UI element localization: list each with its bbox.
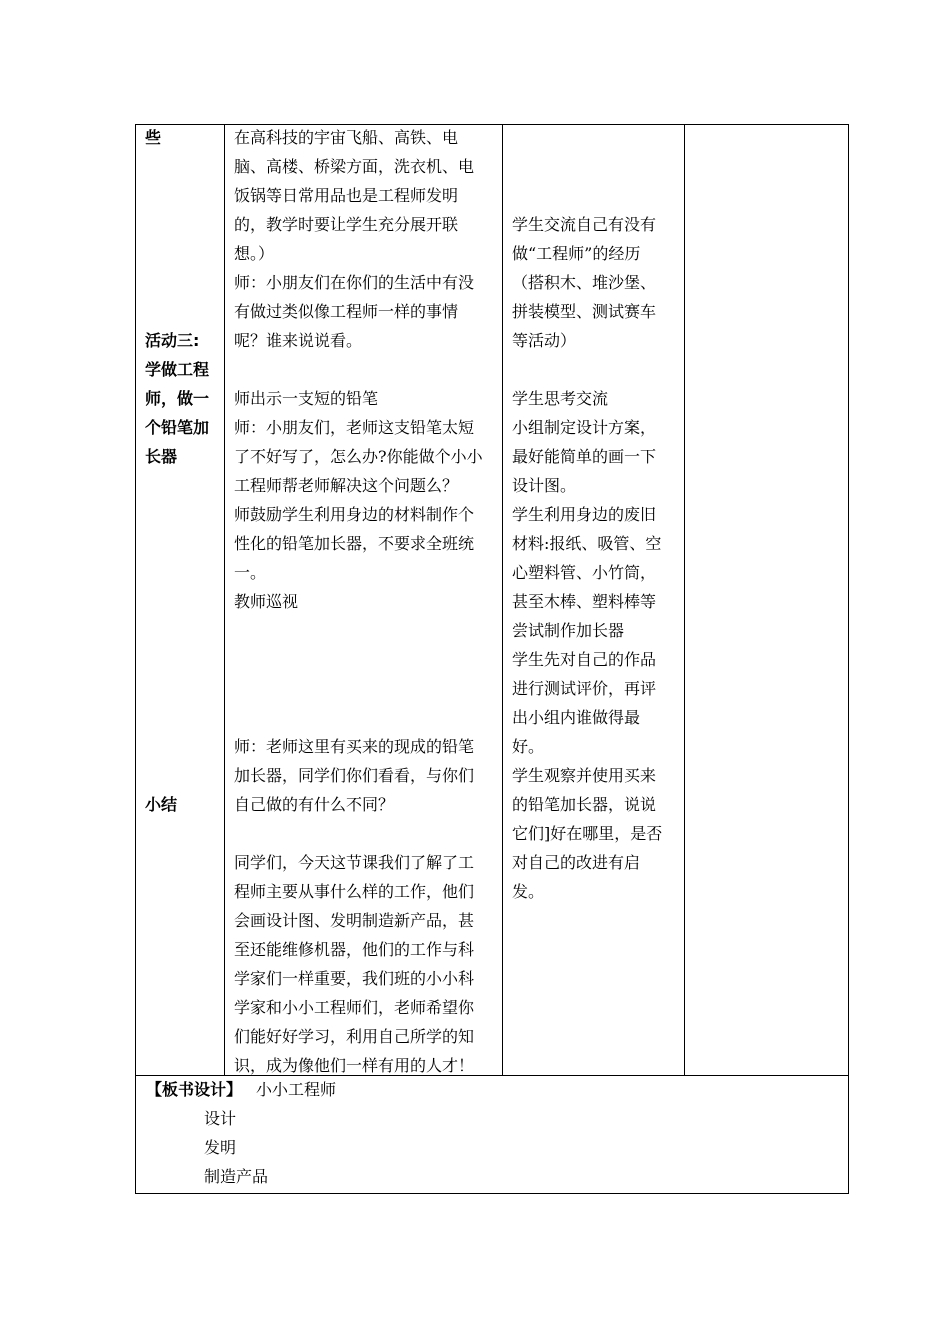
- teacher-text-line: 师：小朋友们在你们的生活中有没: [234, 273, 475, 292]
- teacher-text-line: 的，教学时要让学生充分展开联: [234, 215, 459, 234]
- board-design-label: 【板书设计】: [146, 1080, 243, 1099]
- teacher-text-line: 会画设计图、发明制造新产品，甚: [234, 911, 475, 930]
- teacher-text-line: 性化的铅笔加长器，不要求全班统: [234, 534, 475, 553]
- student-text-line: 进行测试评价，再评: [512, 679, 657, 698]
- student-text-line: 学生利用身边的废旧: [512, 505, 657, 524]
- board-design-title: 小小工程师: [256, 1080, 337, 1099]
- teacher-text-line: 脑、高楼、桥梁方面，洗衣机、电: [234, 157, 475, 176]
- teacher-text-line: 同学们，今天这节课我们了解了工: [234, 853, 475, 872]
- student-text-line: （搭积木、堆沙堡、: [512, 273, 657, 292]
- student-text-line: 小组制定设计方案，: [512, 418, 657, 437]
- student-text-line: 尝试制作加长器: [512, 621, 625, 640]
- board-item-design: 设计: [204, 1109, 237, 1128]
- stage-label: 个铅笔加: [145, 418, 210, 437]
- stage-label: 学做工程: [145, 360, 210, 379]
- student-text-line: 设计图。: [512, 476, 577, 495]
- board-item-invent: 发明: [204, 1138, 237, 1157]
- lesson-table: [135, 124, 849, 1076]
- student-text-line: 它们]好在哪里，是否: [512, 824, 663, 843]
- stage-label: 小结: [145, 795, 178, 814]
- teacher-text-line: 工程师帮老师解决这个问题么？: [234, 476, 459, 495]
- teacher-text-line: 了不好写了，怎么办?你能做个小小: [234, 447, 483, 466]
- student-text-line: 学生思考交流: [512, 389, 609, 408]
- teacher-text-line: 加长器，同学们你们看看，与你们: [234, 766, 475, 785]
- student-text-line: 好。: [512, 737, 545, 756]
- student-text-line: 学生交流自己有没有: [512, 215, 657, 234]
- student-text-line: 对自己的改进有启: [512, 853, 641, 872]
- student-text-line: 出小组内谁做得最: [512, 708, 641, 727]
- board-design-header: [146, 1075, 336, 1104]
- teacher-text-line: 自己做的有什么不同？: [234, 795, 395, 814]
- teacher-text-line: 有做过类似像工程师一样的事情: [234, 302, 459, 321]
- student-text-line: 学生观察并使用买来: [512, 766, 657, 785]
- teacher-text-line: 饭锅等日常用品也是工程师发明: [234, 186, 459, 205]
- teacher-text-line: 师鼓励学生利用身边的材料制作个: [234, 505, 475, 524]
- board-item-manufacture: 制造产品: [204, 1167, 269, 1186]
- student-text-line: 最好能简单的画一下: [512, 447, 657, 466]
- student-text-line: 心塑料管、小竹筒，: [512, 563, 657, 582]
- student-text-line: 学生先对自己的作品: [512, 650, 657, 669]
- stage-label: 师，做一: [145, 389, 210, 408]
- teacher-text-line: 程师主要从事什么样的工作，他们: [234, 882, 475, 901]
- student-text-line: 做“工程师”的经历: [512, 244, 641, 263]
- teacher-text-line: 识，成为像他们一样有用的人才！: [234, 1056, 475, 1075]
- teacher-text-line: 一。: [234, 563, 267, 582]
- student-text-line: 拼装模型、测试赛车: [512, 302, 657, 321]
- board-design-section: [135, 1075, 849, 1194]
- teacher-text-line: 想。）: [234, 244, 275, 263]
- student-activity-column: [503, 125, 684, 1075]
- teacher-text-line: 教师巡视: [234, 592, 299, 611]
- notes-column: [685, 125, 850, 1075]
- teacher-text-line: 师出示一支短的铅笔: [234, 389, 379, 408]
- teacher-text-line: 们能好好学习，利用自己所学的知: [234, 1027, 475, 1046]
- stage-label: 活动三:: [145, 331, 200, 350]
- stage-column: [136, 125, 224, 1075]
- teacher-text-line: 至还能维修机器，他们的工作与科: [234, 940, 475, 959]
- student-text-line: 甚至木棒、塑料棒等: [512, 592, 657, 611]
- teacher-text-line: 呢？谁来说说看。: [234, 331, 363, 350]
- teacher-activity-column: [225, 125, 502, 1075]
- teacher-text-line: 在高科技的宇宙飞船、高铁、电: [234, 128, 459, 147]
- stage-label: 些: [145, 128, 162, 147]
- teacher-text-line: 学家们一样重要，我们班的小小科: [234, 969, 475, 988]
- student-text-line: 发。: [512, 882, 545, 901]
- teacher-text-line: 学家和小小工程师们，老师希望你: [234, 998, 475, 1017]
- student-text-line: 的铅笔加长器，说说: [512, 795, 657, 814]
- teacher-text-line: 师：老师这里有买来的现成的铅笔: [234, 737, 475, 756]
- student-text-line: 等活动）: [512, 331, 577, 350]
- stage-label: 长器: [145, 447, 178, 466]
- student-text-line: 材料:报纸、吸管、空: [512, 534, 662, 553]
- teacher-text-line: 师：小朋友们，老师这支铅笔太短: [234, 418, 475, 437]
